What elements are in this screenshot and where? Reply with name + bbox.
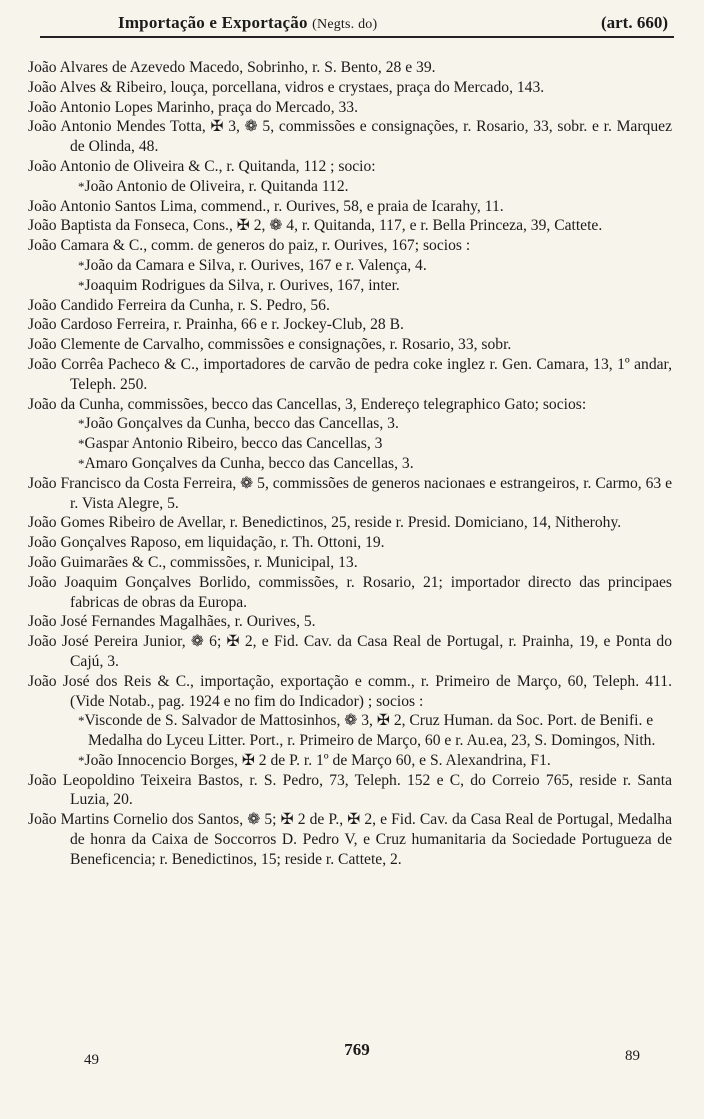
asterisk-icon: *	[78, 752, 85, 768]
directory-entry: João Cardoso Ferreira, r. Prainha, 66 e r. Jockey-Club, 28 B.	[28, 316, 404, 334]
asterisk-icon: *	[78, 455, 85, 471]
footer-left-number: 49	[84, 1052, 99, 1068]
directory-entry: João Camara & C., comm. de generos do paiz, r. Ourives, 167; socios :	[28, 237, 471, 255]
header-title	[118, 13, 377, 33]
directory-entry: João Baptista da Fonseca, Cons., ✠ 2, ❁ 4, r. Quitanda, 117, e r. Bella Princeza, 39, Cattete.	[28, 217, 603, 235]
directory-entry: João Francisco da Costa Ferreira, ❁ 5, commissões de generos nacionaes e estrangeiros, r. Carmo, 63 e r. Vista Alegre, 5.	[28, 474, 672, 512]
directory-entry: João Alvares de Azevedo Macedo, Sobrinho, r. S. Bento, 28 e 39.	[28, 59, 436, 76]
asterisk-icon: *	[78, 416, 85, 432]
partner-text: João Antonio de Oliveira, r. Quitanda 112.	[84, 177, 349, 195]
partner-text: Amaro Gonçalves da Cunha, becco das Cancellas, 3.	[84, 454, 414, 472]
header-title-main: Importação e Exportação	[118, 13, 308, 32]
header-title-sub: (Negts. do)	[312, 17, 378, 32]
directory-entry: João Leopoldino Teixeira Bastos, r. S. Pedro, 73, Teleph. 152 e C, do Correio 765, reside r. Santa Luzia, 20.	[28, 771, 672, 809]
asterisk-icon: *	[78, 277, 85, 293]
partner-entry	[72, 256, 672, 276]
directory-entry: João Gomes Ribeiro de Avellar, r. Benedictinos, 25, reside r. Presid. Domiciano, 14, Nitherohy.	[28, 514, 622, 532]
entry-list	[28, 58, 672, 870]
page-number: 769	[344, 1040, 370, 1059]
partner-text: João Innocencio Borges, ✠ 2 de P. r. 1º de Março 60, e S. Alexandrina, F1.	[84, 751, 551, 769]
footer-right-number: 89	[625, 1048, 640, 1064]
partner-text: Joaquim Rodrigues da Silva, r. Ourives, 167, inter.	[84, 276, 400, 294]
asterisk-icon: *	[78, 257, 85, 273]
partner-list	[72, 256, 672, 296]
asterisk-icon: *	[78, 178, 85, 194]
directory-entry: João Guimarães & C., commissões, r. Municipal, 13.	[28, 553, 358, 571]
partner-entry	[72, 711, 672, 751]
directory-entry: João Martins Cornelio dos Santos, ❁ 5; ✠ 2 de P., ✠ 2, e Fid. Cav. da Casa Real de Portugal, Medalha de honra da Caixa de Soccorros D. Pedro V, e Cruz humanitaria da Sociedade Portugueza de Beneficencia; r. Benedictinos, 15; reside r. Cattete, 2.	[28, 811, 672, 868]
directory-entry: João Antonio Lopes Marinho, praça do Mercado, 33.	[28, 98, 358, 116]
directory-entry: João Clemente de Carvalho, commissões e consignações, r. Rosario, 33, sobr.	[28, 336, 512, 354]
partner-text: Visconde de S. Salvador de Mattosinhos, ❁ 3, ✠ 2, Cruz Human. da Soc. Port. de Benifi. e Medalha do Lyceu Litter. Port., r. Primeiro de Março, 60 e r. Au.ea, 23, S. Domingos, Nith.	[84, 712, 656, 750]
partner-text: João Gonçalves da Cunha, becco das Cancellas, 3.	[84, 415, 399, 433]
partner-list	[72, 414, 672, 473]
partner-entry	[72, 177, 672, 197]
partner-text: Gaspar Antonio Ribeiro, becco das Cancellas, 3	[84, 435, 383, 453]
partner-entry	[72, 276, 672, 296]
directory-entry: João José dos Reis & C., importação, exportação e comm., r. Primeiro de Março, 60, Teleph. 411. (Vide Notab., pag. 1924 e no fim do Indicador) ; socios :	[28, 672, 672, 710]
directory-entry: João Candido Ferreira da Cunha, r. S. Pedro, 56.	[28, 296, 330, 314]
page-footer	[40, 1040, 674, 1080]
partner-list	[72, 177, 672, 197]
page-header	[40, 8, 674, 38]
partner-entry	[72, 434, 672, 454]
partner-entry	[72, 454, 672, 474]
directory-entry: João Antonio de Oliveira & C., r. Quitanda, 112 ; socio:	[28, 157, 376, 175]
directory-entry: João Antonio Mendes Totta, ✠ 3, ❁ 5, commissões e consignações, r. Rosario, 33, sobr. e r. Marquez de Olinda, 48.	[28, 118, 672, 156]
directory-entry: João Corrêa Pacheco & C., importadores de carvão de pedra coke inglez r. Gen. Camara, 13, 1º andar, Teleph. 250.	[28, 355, 672, 393]
partner-entry	[72, 751, 672, 771]
directory-entry: João da Cunha, commissões, becco das Cancellas, 3, Endereço telegraphico Gato; socios:	[28, 395, 587, 413]
asterisk-icon: *	[78, 436, 85, 452]
directory-entry: João Joaquim Gonçalves Borlido, commissões, r. Rosario, 21; importador directo das principaes fabricas de obras da Europa.	[28, 573, 672, 611]
directory-entry: João José Fernandes Magalhães, r. Ourives, 5.	[28, 613, 316, 631]
partner-entry	[72, 414, 672, 434]
partner-text: João da Camara e Silva, r. Ourives, 167 e r. Valença, 4.	[84, 256, 427, 274]
directory-entry: João Alves & Ribeiro, louça, porcellana, vidros e crystaes, praça do Mercado, 143.	[28, 78, 545, 96]
directory-entry: João José Pereira Junior, ❁ 6; ✠ 2, e Fid. Cav. da Casa Real de Portugal, r. Prainha, 19, e Ponta do Cajú, 3.	[28, 633, 672, 670]
directory-entry: João Gonçalves Raposo, em liquidação, r. Th. Ottoni, 19.	[28, 534, 385, 552]
asterisk-icon: *	[78, 713, 85, 729]
directory-entry: João Antonio Santos Lima, commend., r. Ourives, 58, e praia de Icarahy, 11.	[28, 197, 504, 215]
partner-list	[72, 711, 672, 770]
header-article-number: (art. 660)	[600, 13, 668, 32]
